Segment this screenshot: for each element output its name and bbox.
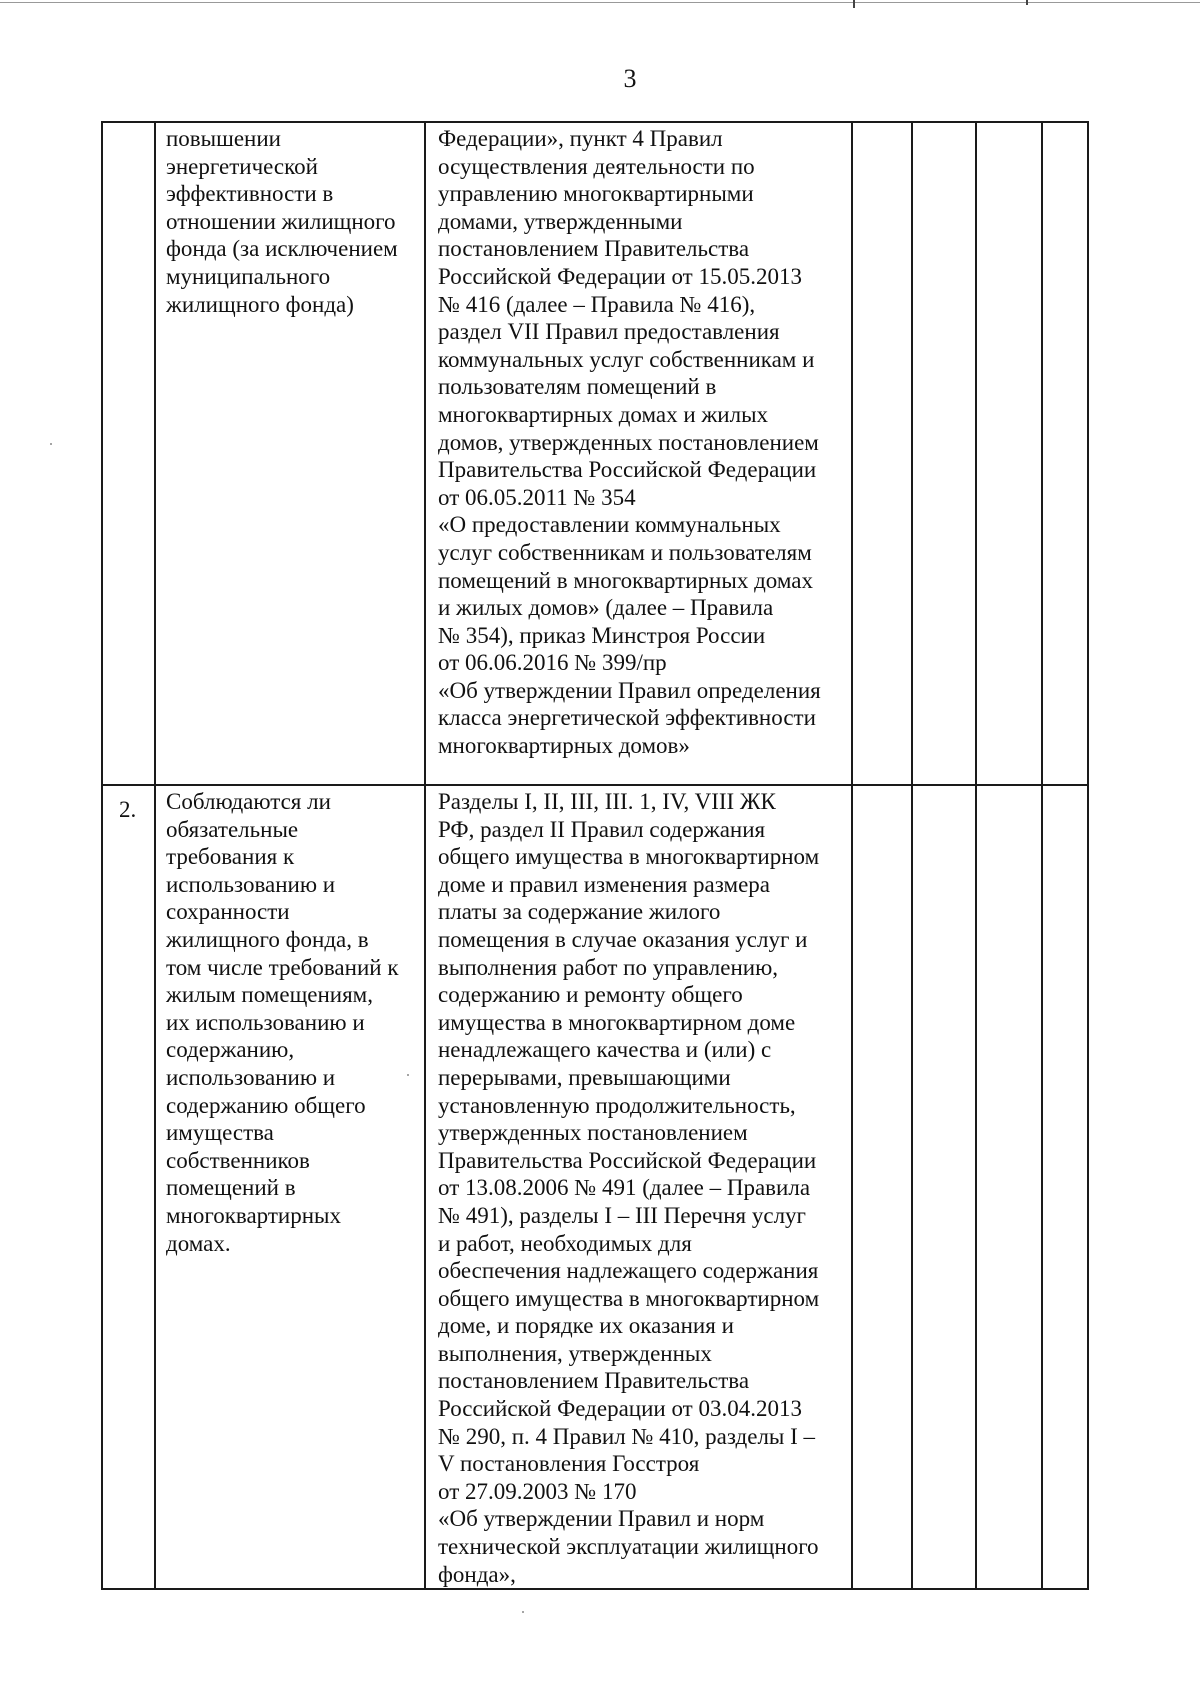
answer-cell-d [1042, 122, 1088, 785]
row-number-cell [102, 785, 155, 1589]
reference-cell [425, 122, 852, 785]
answer-cell-a [852, 785, 912, 1589]
scan-speck [50, 443, 52, 445]
answer-cell-b [912, 122, 976, 785]
row-number: 2. [119, 797, 137, 822]
answer-cell-c [976, 785, 1042, 1589]
answer-cell-b [912, 785, 976, 1589]
scan-speck [522, 1611, 524, 1613]
answer-cell-d [1042, 785, 1088, 1589]
table-row [102, 785, 1088, 1589]
top-edge-mark [1026, 0, 1028, 5]
answer-cell-a [852, 122, 912, 785]
checklist-table [101, 121, 1089, 1590]
reference-cell [425, 785, 852, 1589]
reference-text: Федерации», пункт 4 Правил осуществления деятельности по управлению многоквартирными домами, утвержденными постановлением Правительства Российской Федерации от 15.05.2013 № 416 (далее – Правила № 416), раздел VII Правил предоставления коммунальных услуг собственникам и пользователям помещений в многоквартирных домах и жилых домов, утвержденных постановлением Правительства Российской Федерации от 06.05.2011 № 354 «О предоставлении коммунальных услуг собственникам и пользователям помещений в многоквартирных домах и жилых домов» (далее – Правила № 354), приказ Минстроя России от 06.06.2016 № 399/пр «Об утверждении Правил определения класса энергетической эффективности многоквартирных домов» [438, 126, 821, 759]
top-edge-line [0, 2, 1200, 3]
top-edge-mark [853, 0, 855, 8]
question-text: повышении энергетической эффективности в отношении жилищного фонда (за исключением муниципального жилищного фонда) [166, 126, 398, 317]
row-number-cell [102, 122, 155, 785]
page-number: 3 [623, 64, 637, 93]
question-cell [155, 122, 425, 785]
answer-cell-c [976, 122, 1042, 785]
question-cell [155, 785, 425, 1589]
question-text: Соблюдаются ли обязательные требования к использованию и сохранности жилищного фонда, в том числе требований к жилым помещениям, их использованию и содержанию, использованию и содержанию общего имущества собственников помещений в многоквартирных домах. [166, 789, 399, 1256]
reference-text: Разделы I, II, III, III. 1, IV, VIII ЖК РФ, раздел II Правил содержания общего имущества в многоквартирном доме и правил изменения размера платы за содержание жилого помещения в случае оказания услуг и выполнения работ по управлению, содержанию и ремонту общего имущества в многоквартирном доме ненадлежащего качества и (или) с перерывами, превышающими установленную продолжительность, утвержденных постановлением Правительства Российской Федерации от 13.08.2006 № 491 (далее – Правила № 491), разделы I – III Перечня услуг и работ, необходимых для обеспечения надлежащего содержания общего имущества в многоквартирном доме, и порядке их оказания и выполнения, утвержденных постановлением Правительства Российской Федерации от 03.04.2013 № 290, п. 4 Правил № 410, разделы I – V постановления Госстроя от 27.09.2003 № 170 «Об утверждении Правил и норм технической эксплуатации жилищного фонда», [438, 789, 820, 1587]
table-row [102, 122, 1088, 785]
